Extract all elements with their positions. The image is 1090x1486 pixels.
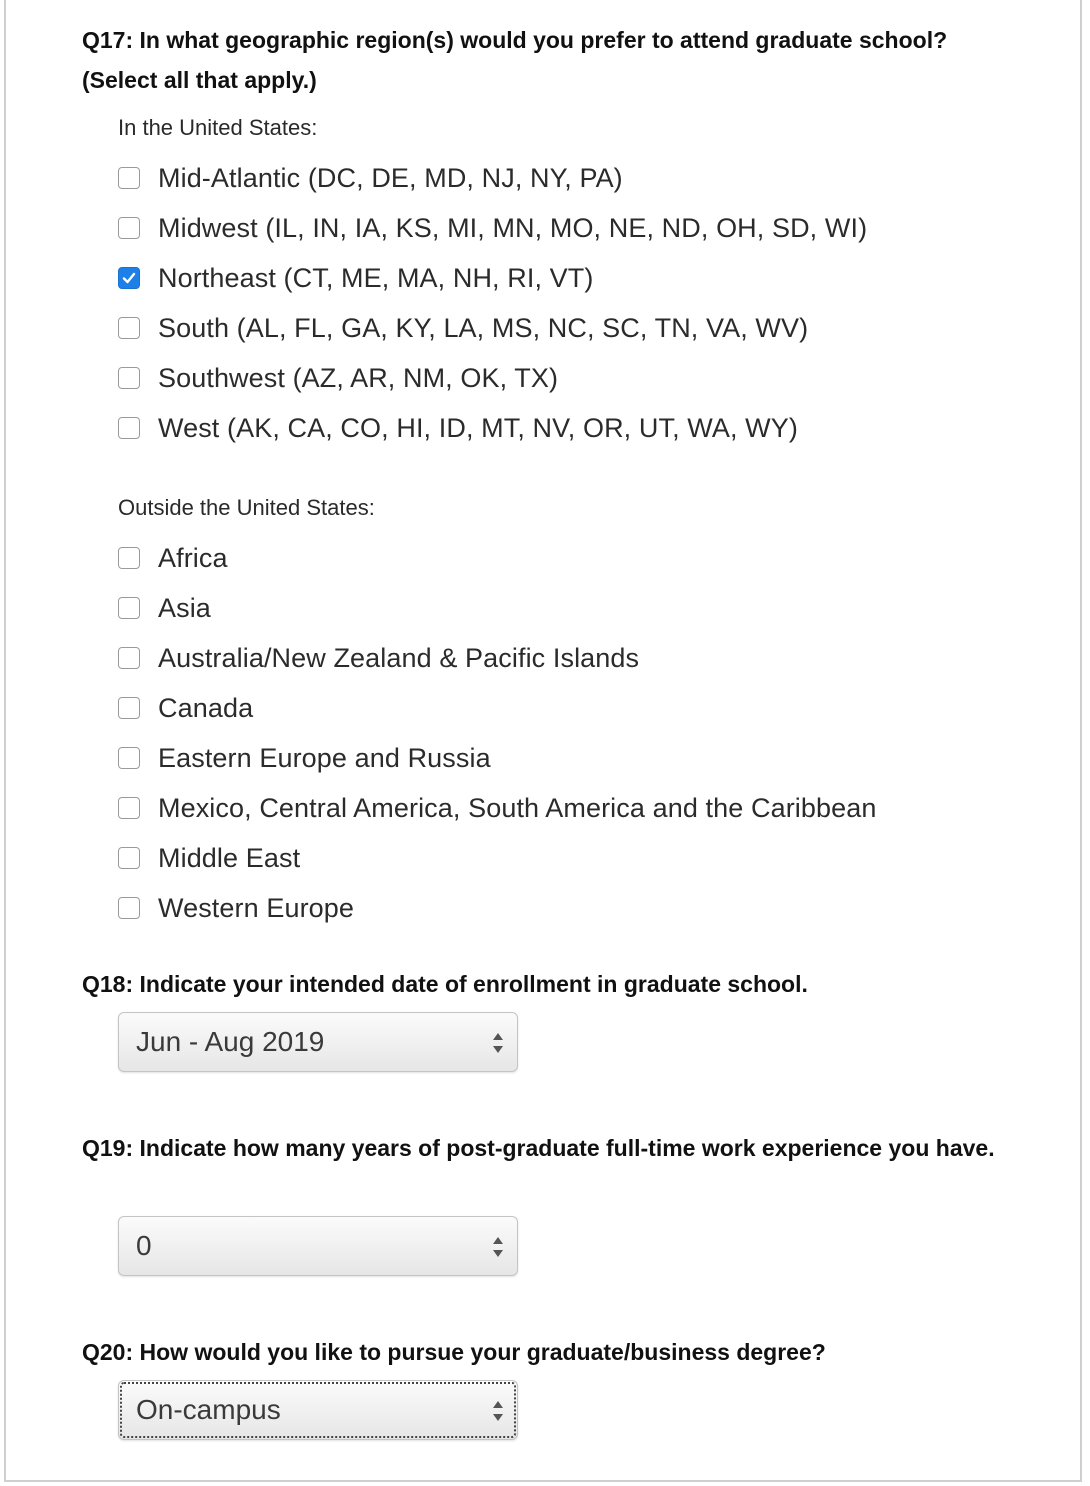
checkmark-icon: [121, 270, 137, 286]
checkbox[interactable]: [118, 167, 140, 189]
option-australia-nz[interactable]: [118, 641, 639, 675]
option-label: Northeast (CT, ME, MA, NH, RI, VT): [158, 262, 594, 293]
work-experience-select[interactable]: [118, 1216, 518, 1276]
option-asia[interactable]: [118, 591, 211, 625]
checkbox[interactable]: [118, 797, 140, 819]
select-arrows-icon: [491, 1232, 505, 1262]
checkbox-checked[interactable]: [118, 267, 140, 289]
option-west[interactable]: [118, 411, 798, 445]
degree-format-select[interactable]: [118, 1380, 518, 1440]
option-northeast[interactable]: [118, 261, 593, 295]
option-midwest[interactable]: [118, 211, 867, 245]
checkbox[interactable]: [118, 647, 140, 669]
option-label: Asia: [158, 592, 211, 623]
option-label: Mexico, Central America, South America and the Caribbean: [158, 792, 877, 823]
option-latin-america[interactable]: [118, 791, 876, 825]
option-label: Mid-Atlantic (DC, DE, MD, NJ, NY, PA): [158, 162, 623, 193]
select-arrows-icon: [491, 1396, 505, 1426]
option-southwest[interactable]: [118, 361, 558, 395]
option-label: Western Europe: [158, 892, 355, 923]
select-value: 0: [136, 1230, 152, 1261]
option-label: Eastern Europe and Russia: [158, 742, 491, 773]
q19-question: Q19: Indicate how many years of post-graduate full-time work experience you have.: [82, 1135, 995, 1161]
select-value: On-campus: [136, 1394, 281, 1425]
option-label: Africa: [158, 542, 228, 573]
option-mid-atlantic[interactable]: [118, 161, 623, 195]
option-label: Southwest (AZ, AR, NM, OK, TX): [158, 362, 559, 393]
option-label: West (AK, CA, CO, HI, ID, MT, NV, OR, UT, WA, WY): [158, 412, 798, 443]
checkbox[interactable]: [118, 547, 140, 569]
option-label: Canada: [158, 692, 254, 723]
checkbox[interactable]: [118, 897, 140, 919]
checkbox[interactable]: [118, 697, 140, 719]
checkbox[interactable]: [118, 367, 140, 389]
option-label: Middle East: [158, 842, 301, 873]
select-arrows-icon: [491, 1028, 505, 1058]
checkbox[interactable]: [118, 597, 140, 619]
checkbox[interactable]: [118, 747, 140, 769]
option-label: Australia/New Zealand & Pacific Islands: [158, 642, 640, 673]
checkbox[interactable]: [118, 417, 140, 439]
checkbox[interactable]: [118, 847, 140, 869]
us-group-label: In the United States:: [118, 115, 318, 140]
option-south[interactable]: [118, 311, 808, 345]
option-africa[interactable]: [118, 541, 228, 575]
checkbox[interactable]: [118, 317, 140, 339]
q20-question: Q20: How would you like to pursue your graduate/business degree?: [82, 1339, 826, 1365]
option-label: Midwest (IL, IN, IA, KS, MI, MN, MO, NE, ND, OH, SD, WI): [158, 212, 868, 243]
option-eastern-europe[interactable]: [118, 741, 491, 775]
q18-question: Q18: Indicate your intended date of enrollment in graduate school.: [82, 971, 808, 997]
q17-question: Q17: In what geographic region(s) would you prefer to attend graduate school? (Select all that apply.): [82, 27, 948, 93]
intl-group-label: Outside the United States:: [118, 495, 375, 520]
checkbox[interactable]: [118, 217, 140, 239]
option-canada[interactable]: [118, 691, 253, 725]
option-middle-east[interactable]: [118, 841, 300, 875]
select-value: Jun - Aug 2019: [136, 1026, 325, 1057]
enrollment-date-select[interactable]: [118, 1012, 518, 1072]
option-western-europe[interactable]: [118, 891, 354, 925]
option-label: South (AL, FL, GA, KY, LA, MS, NC, SC, TN, VA, WV): [158, 312, 809, 343]
